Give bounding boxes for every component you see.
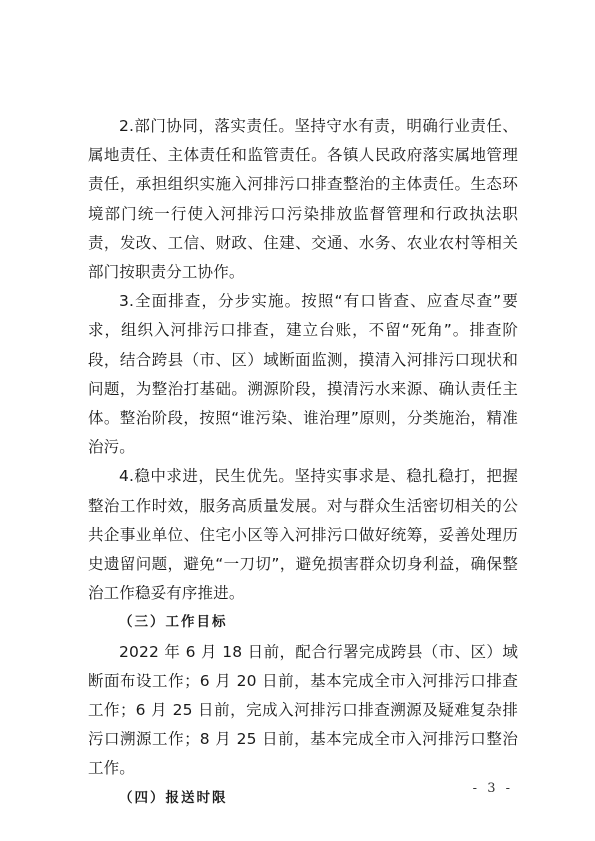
document-body: [88, 112, 518, 813]
paragraph-department-coordination: 2.部门协同，落实责任。坚持守水有责，明确行业责任、属地责任、主体责任和监管责任。各镇人民政府落实属地管理责任，承担组织实施入河排污口排查整治的主体责任。生态环境部门统一行使入河排污口污染排放监督管理和行政执法职责，发改、工信、财政、住建、交通、水务、农业农村等相关部门按职责分工协作。: [88, 117, 518, 282]
paragraph-comprehensive-investigation: 3.全面排查，分步实施。按照“有口皆查、应查尽查”要求，组织入河排污口排查，建立台账，不留“死角”。排查阶段，结合跨县（市、区）域断面监测，摸清入河排污口现状和问题，为整治打基础。溯源阶段，摸清污水来源、确认责任主体。整治阶段，按照“谁污染、谁治理”原则，分类施治，精准治污。: [88, 292, 518, 457]
section-heading-work-goals: （三）工作目标: [119, 614, 228, 631]
paragraph-work-goals: 2022 年 6 月 18 日前，配合行署完成跨县（市、区）域断面布设工作；6 月 20 日前，基本完成全市入河排污口排查工作；6 月 25 日前，完成入河排污口排查溯源及疑难复杂排污口溯源工作；8 月 25 日前，基本完成全市入河排污口整治工作。: [88, 642, 518, 778]
section-heading-submission-deadline: （四）报送时限: [119, 789, 228, 806]
page-number: - 3 -: [472, 781, 513, 796]
paragraph-steady-progress: 4.稳中求进，民生优先。坚持实事求是、稳扎稳打，把握整治工作时效，服务高质量发展。对与群众生活密切相关的公共企事业单位、住宅小区等入河排污口做好统筹，妥善处理历史遗留问题，避免“一刀切”，避免损害群众切身利益，确保整治工作稳妥有序推进。: [88, 467, 518, 603]
